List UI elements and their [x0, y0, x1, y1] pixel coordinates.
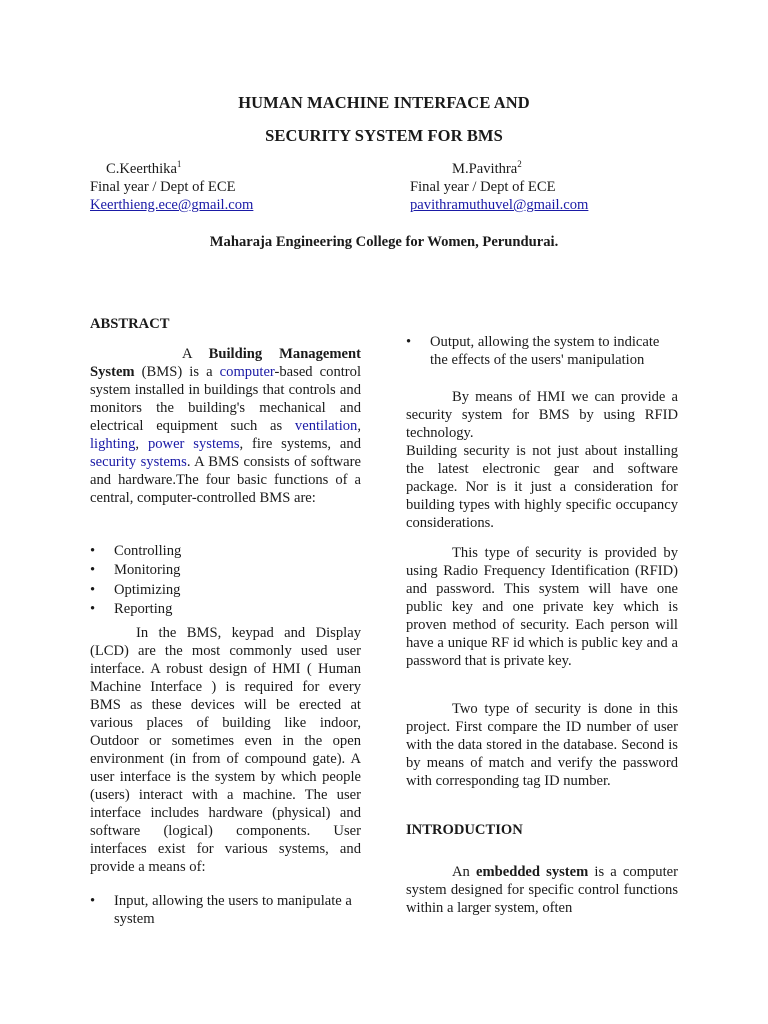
list-item: • Output, allowing the system to indicate the effects of the users' manipulation: [406, 333, 678, 369]
author-2-dept: Final year / Dept of ECE: [410, 179, 556, 195]
two-security-paragraph: Two type of security is done in this project. First compare the ID number of user with the data stored in the database. Second is by means of match and verify the password with corresponding tag ID number.: [406, 701, 678, 789]
author-1-dept: Final year / Dept of ECE: [90, 179, 236, 195]
abstract-paragraph-1: A Building Management System (BMS) is a computer-based control system installed in buildings that controls and monitors the building's mechanical and electrical equipment such as ventilation, lighting, power systems, fire systems, and security systems. A BMS consists of software and hardware.The four basic functions of a central, computer-controlled BMS are:: [90, 346, 362, 506]
building-security-paragraph: Building security is not just about installing the latest electronic gear and software package. Nor is it just a consideration for building types with highly specific occupancy considerations.: [406, 443, 678, 531]
means-list-left: [90, 892, 361, 928]
bms-functions-list: [90, 542, 361, 619]
abstract-paragraph-2: In the BMS, keypad and Display (LCD) are the most commonly used user interface. A robust design of HMI ( Human Machine Interface ) is required for every BMS as these devices will be erected at various places of building like indoor, Outdoor or sometimes even in the open environment (in from of compound gate). A user interface is the system by which people (users) interact with a machine. The user interface includes hardware (physical) and software (logical) components. User interfaces exist for various systems, and provide a means of:: [90, 625, 361, 875]
author-2-superscript: 2: [517, 159, 522, 169]
means-list-right: [406, 333, 678, 369]
introduction-heading: INTRODUCTION: [406, 822, 523, 838]
ventilation-link[interactable]: ventilation: [294, 418, 358, 434]
paper-title-line-1: HUMAN MACHINE INTERFACE AND: [238, 93, 530, 112]
author-2-name: M.Pavithra$^2$: [452, 159, 522, 177]
list-item: • Controlling: [90, 542, 361, 561]
power-systems-link[interactable]: power systems: [147, 436, 240, 452]
author-1-name: C.Keerthika$^1$: [106, 159, 182, 177]
list-item: • Reporting: [90, 600, 361, 619]
affiliation: Maharaja Engineering College for Women, Perundurai.: [209, 234, 559, 250]
author-1-superscript: 1: [176, 159, 182, 169]
hmi-security-paragraph: By means of HMI we can provide a security system for BMS by using RFID technology.: [406, 389, 678, 441]
list-item: • Optimizing: [90, 581, 361, 600]
embedded-system-term: embedded system: [475, 864, 589, 880]
author-1-email[interactable]: Keerthieng.ece@gmail.com: [90, 197, 254, 213]
rfid-paragraph: This type of security is provided by using Radio Frequency Identification (RFID) and password. This system will have one public key and one private key which is proven method of security. Each person will have a unique RF id which is public key and a password that is private key.: [406, 545, 678, 669]
security-systems-link[interactable]: security systems: [90, 454, 187, 470]
lighting-link[interactable]: lighting: [90, 436, 136, 452]
list-item: • Input, allowing the users to manipulate a system: [90, 892, 361, 928]
list-item: • Monitoring: [90, 561, 361, 580]
author-2-email[interactable]: pavithramuthuvel@gmail.com: [410, 197, 589, 213]
bms-term: Building Management System: [90, 346, 361, 380]
abstract-heading: ABSTRACT: [90, 316, 170, 332]
introduction-paragraph: An embedded system is a computer system designed for specific control functions within a larger system, often: [406, 864, 678, 916]
paper-title-line-2: SECURITY SYSTEM FOR BMS: [265, 126, 503, 145]
computer-link[interactable]: computer: [219, 364, 275, 380]
